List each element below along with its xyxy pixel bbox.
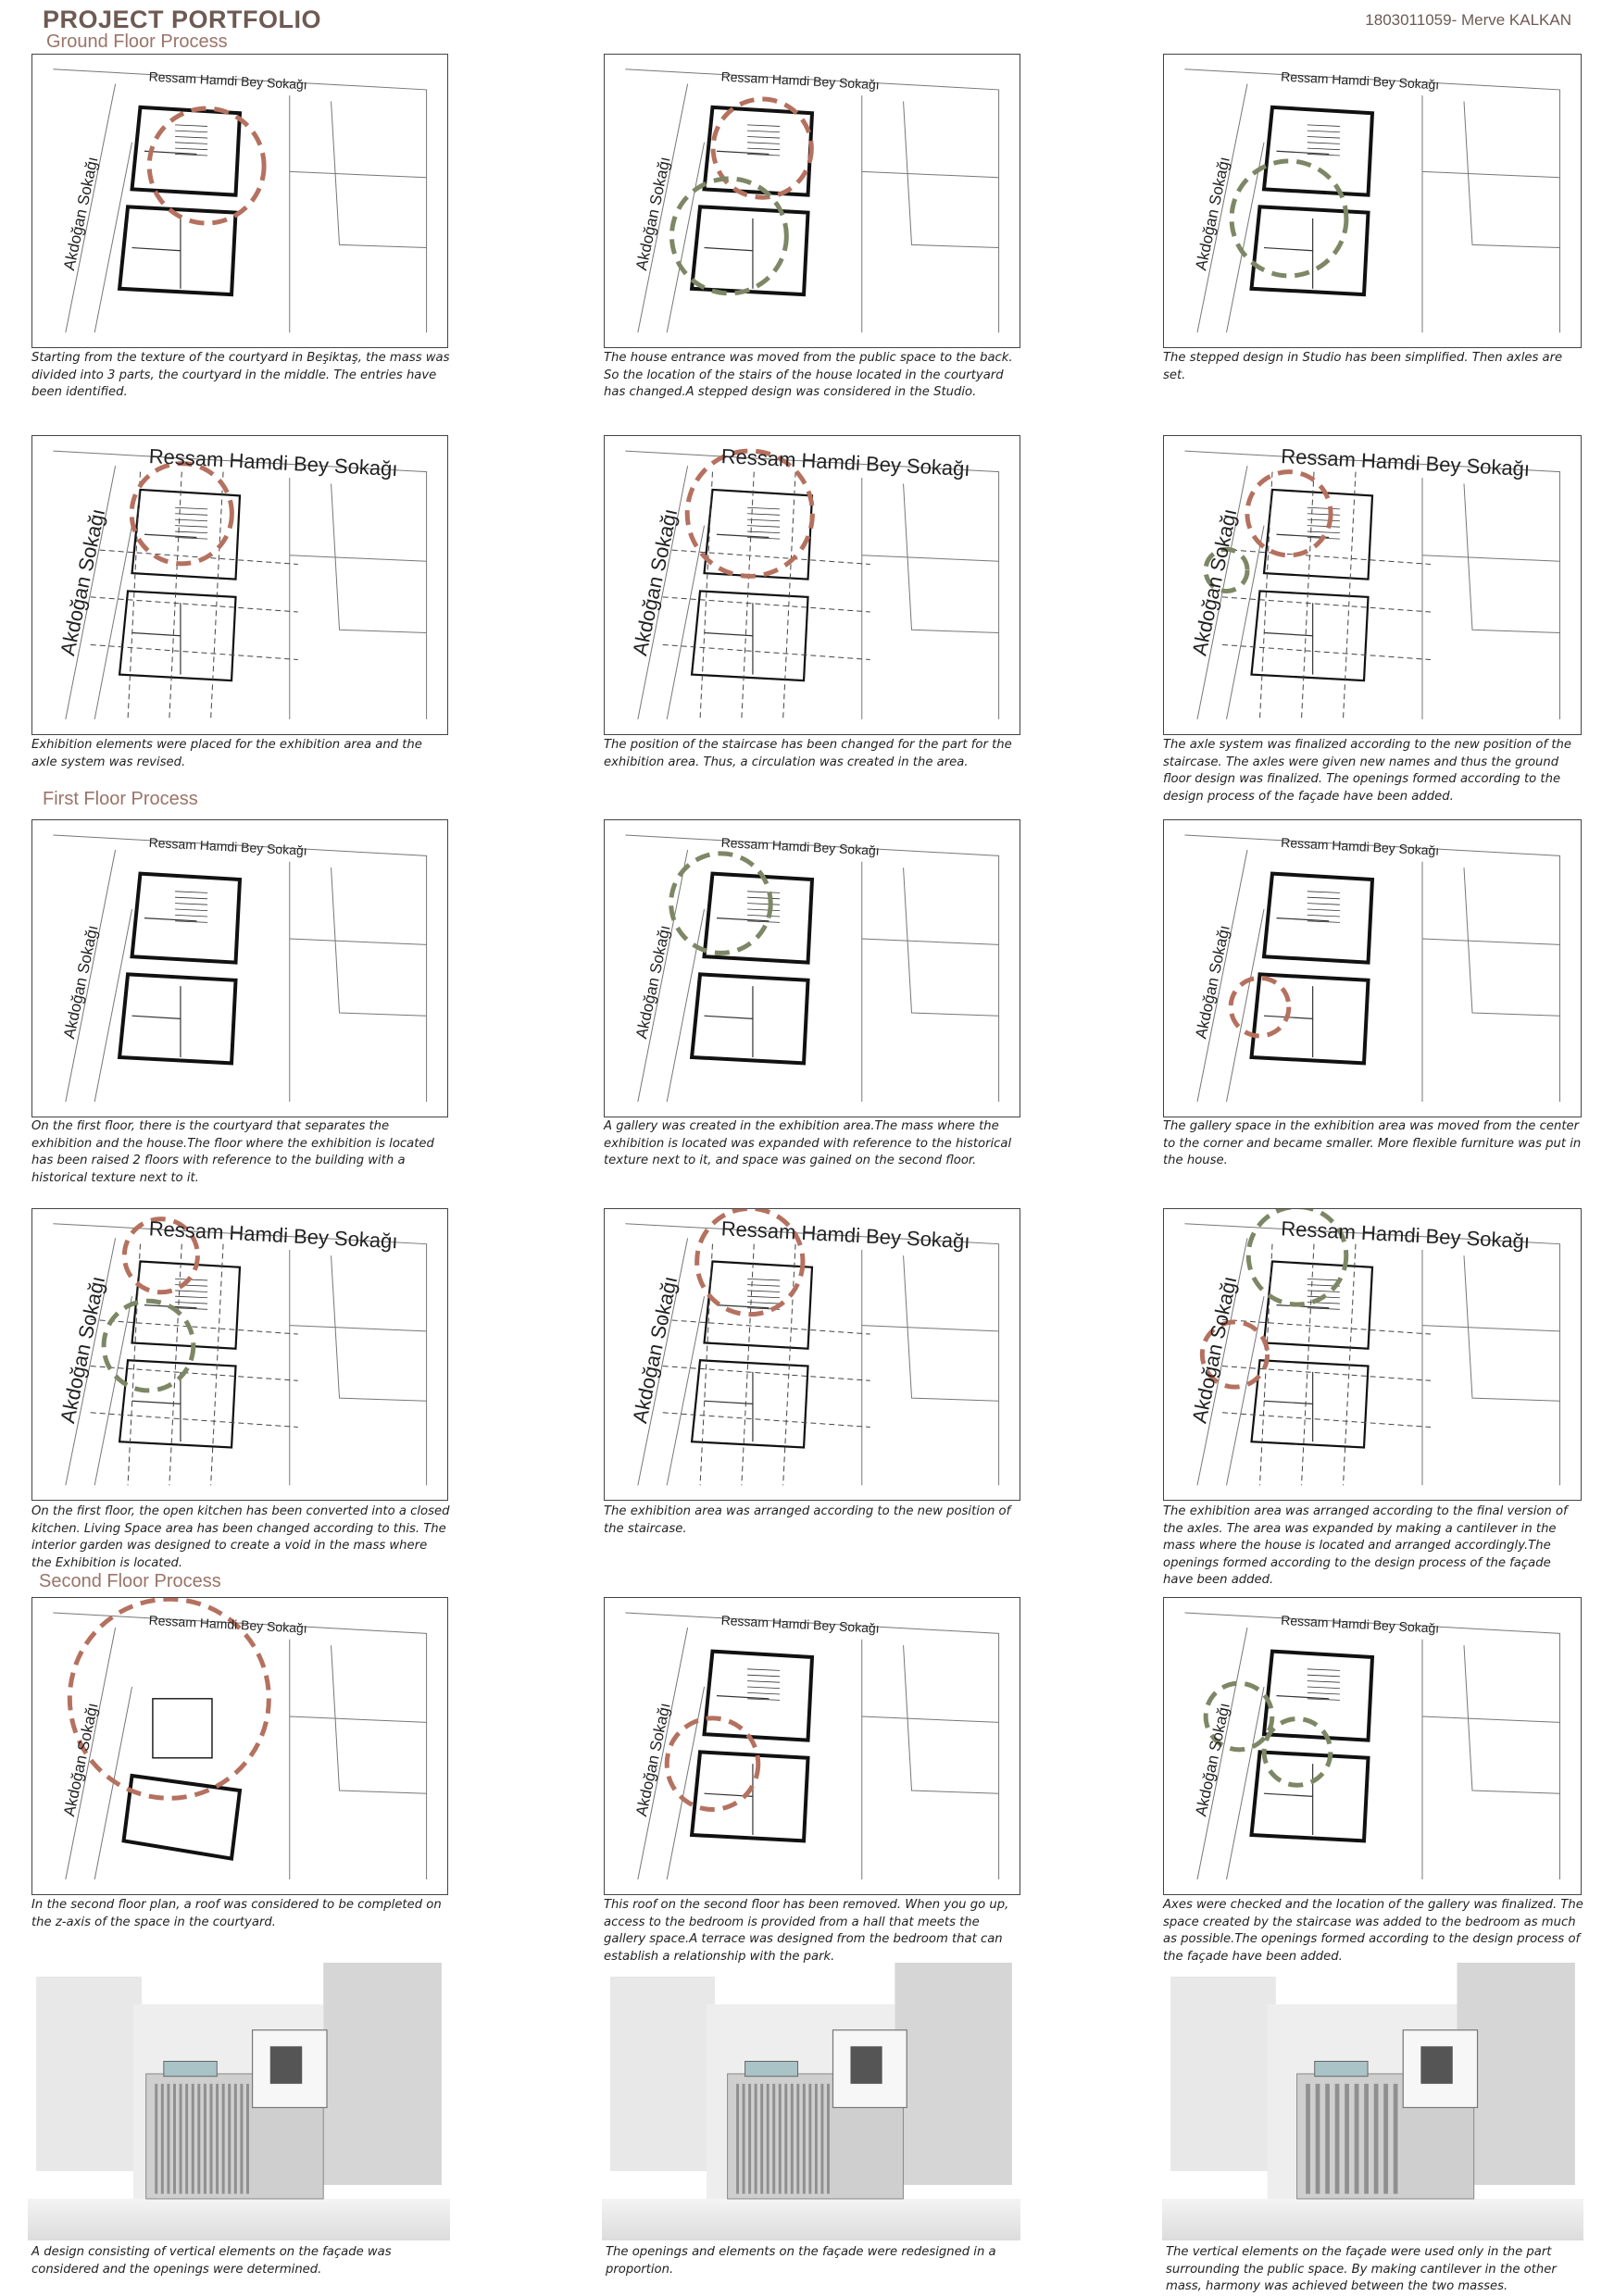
highlight-circle bbox=[1247, 472, 1331, 555]
plan-panel-14 bbox=[604, 1597, 1020, 1895]
street-label-top: Ressam Hamdi Bey Sokağı bbox=[1280, 444, 1531, 481]
street-label-side: Akdoğan Sokağı bbox=[628, 506, 682, 658]
section-first-floor: First Floor Process bbox=[43, 789, 198, 809]
street-label-side: Akdoğan Sokağı bbox=[60, 923, 102, 1041]
site-context-lines bbox=[1185, 835, 1560, 1102]
building-plan bbox=[1252, 1652, 1373, 1841]
plan-panel-9 bbox=[1163, 819, 1582, 1117]
street-label-top: Ressam Hamdi Bey Sokağı bbox=[720, 444, 971, 481]
street-label-top: Ressam Hamdi Bey Sokağı bbox=[720, 834, 881, 858]
plan-caption-14: This roof on the second floor has been removed. When you go up, access to the bedroom is provided from a hall that meets the gallery space.A terrace was designed from the bedroom that can establish a relationship with the park. bbox=[604, 1898, 1009, 1964]
site-context-lines bbox=[1185, 1613, 1560, 1879]
street-label-top: Ressam Hamdi Bey Sokağı bbox=[148, 444, 399, 481]
plan-panel-5 bbox=[604, 435, 1020, 735]
plan-panel-8 bbox=[604, 819, 1020, 1117]
street-label-top: Ressam Hamdi Bey Sokağı bbox=[720, 1612, 881, 1636]
plan-caption-10: On the first floor, the open kitchen has been converted into a closed kitchen. Living Space area has been changed according to this. The interior garden was designed to create a void in the mass where the Exhibition is located. bbox=[31, 1504, 450, 1570]
street-label-side: Akdoğan Sokağı bbox=[1192, 155, 1233, 272]
street-label-top: Ressam Hamdi Bey Sokağı bbox=[148, 69, 308, 93]
building-plan bbox=[119, 1262, 240, 1448]
plan-panel-10 bbox=[31, 1208, 448, 1501]
site-context-lines bbox=[53, 1224, 426, 1486]
plan-caption-6: The axle system was finalized according to the new position of the staircase. The axles were given new names and thus the ground floor design was finalized. The openings formed according to the design process of the façade have been added. bbox=[1163, 738, 1571, 804]
plan-caption-13: In the second floor plan, a roof was considered to be completed on the z-axis of the space in the courtyard. bbox=[31, 1898, 442, 1929]
author-id: 1803011059- Merve KALKAN bbox=[1365, 11, 1571, 29]
building-plan bbox=[692, 874, 812, 1064]
street-label-top: Ressam Hamdi Bey Sokağı bbox=[1280, 69, 1440, 93]
plan-caption-11: The exhibition area was arranged according to the new position of the staircase. bbox=[604, 1504, 1011, 1536]
street-label-side: Akdoğan Sokağı bbox=[632, 1701, 674, 1818]
street-label-side: Akdoğan Sokağı bbox=[628, 1274, 682, 1426]
street-label-top: Ressam Hamdi Bey Sokağı bbox=[720, 1217, 971, 1254]
facade-render-2 bbox=[602, 1963, 1020, 2240]
plan-panel-15 bbox=[1163, 1597, 1582, 1895]
site-context-lines bbox=[53, 451, 426, 719]
highlight-circle bbox=[149, 108, 264, 223]
building-plan bbox=[124, 1699, 240, 1859]
facade-render-3 bbox=[1162, 1963, 1583, 2240]
building-plan bbox=[692, 107, 812, 294]
render-caption-1: A design consisting of vertical elements on the façade was considered and the openings were determined. bbox=[31, 2245, 392, 2277]
section-second-floor: Second Floor Process bbox=[39, 1571, 221, 1591]
plan-caption-2: The house entrance was moved from the public space to the back. So the location of the stairs of the house located in the courtyard has changed.A stepped design was considered in the Studio. bbox=[604, 351, 1013, 399]
street-label-side: Akdoğan Sokağı bbox=[632, 155, 674, 272]
highlight-circle bbox=[671, 179, 786, 293]
render-caption-3: The vertical elements on the façade were used only in the part surrounding the public space. By making cantilever in the other mass, harmony was achieved between the two masses. bbox=[1166, 2245, 1557, 2293]
plan-caption-3: The stepped design in Studio has been simplified. Then axles are set. bbox=[1163, 351, 1563, 382]
street-label-top: Ressam Hamdi Bey Sokağı bbox=[148, 1612, 308, 1636]
building-plan bbox=[119, 107, 240, 294]
site-context-lines bbox=[53, 835, 426, 1102]
plan-panel-3 bbox=[1163, 54, 1582, 348]
street-label-side: Akdoğan Sokağı bbox=[60, 1701, 102, 1818]
plan-caption-12: The exhibition area was arranged according to the final version of the axles. The area was expanded by making a cantilever in the mass where the house is located and arranged accordingly.The openings formed according to the design process of the façade have been added. bbox=[1163, 1504, 1568, 1587]
building-plan bbox=[1252, 107, 1373, 294]
plan-panel-6 bbox=[1163, 435, 1582, 735]
plan-panel-2 bbox=[604, 54, 1020, 348]
highlight-circle bbox=[671, 854, 771, 954]
street-label-side: Akdoğan Sokağı bbox=[56, 1274, 110, 1426]
plan-panel-13 bbox=[31, 1597, 448, 1895]
building-plan bbox=[119, 874, 240, 1064]
site-context-lines bbox=[1185, 451, 1560, 719]
street-label-side: Akdoğan Sokağı bbox=[56, 506, 110, 658]
street-label-side: Akdoğan Sokağı bbox=[632, 923, 674, 1041]
plan-caption-4: Exhibition elements were placed for the exhibition area and the axle system was revised. bbox=[31, 738, 422, 769]
highlight-circle bbox=[667, 1718, 758, 1810]
plan-panel-7 bbox=[31, 819, 448, 1117]
site-context-lines bbox=[53, 69, 426, 332]
plan-caption-15: Axes were checked and the location of the gallery was finalized. The space created by the staircase was added to the bedroom as much as possible.The openings formed according to the design process of the façade have been added. bbox=[1163, 1898, 1583, 1964]
section-ground-floor: Ground Floor Process bbox=[46, 31, 228, 52]
plan-caption-5: The position of the staircase has been changed for the part for the exhibition area. Thus, a circulation was created in the area. bbox=[604, 738, 1012, 769]
site-context-lines bbox=[625, 1613, 998, 1879]
site-context-lines bbox=[1185, 1224, 1560, 1486]
street-label-side: Akdoğan Sokağı bbox=[1187, 1274, 1242, 1426]
street-label-side: Akdoğan Sokağı bbox=[1187, 506, 1242, 658]
street-label-side: Akdoğan Sokağı bbox=[1192, 923, 1233, 1041]
plan-panel-11 bbox=[604, 1208, 1020, 1501]
street-label-top: Ressam Hamdi Bey Sokağı bbox=[148, 834, 308, 858]
street-label-side: Akdoğan Sokağı bbox=[60, 155, 102, 272]
plan-panel-1 bbox=[31, 54, 448, 348]
site-context-lines bbox=[625, 451, 998, 719]
street-label-top: Ressam Hamdi Bey Sokağı bbox=[1280, 1217, 1531, 1254]
site-context-lines bbox=[53, 1613, 426, 1879]
plan-caption-9: The gallery space in the exhibition area was moved from the center to the corner and became smaller. More flexible furniture was put in the house. bbox=[1163, 1119, 1582, 1167]
street-label-side: Akdoğan Sokağı bbox=[1192, 1701, 1233, 1818]
render-caption-2: The openings and elements on the façade were redesigned in a proportion. bbox=[606, 2245, 996, 2277]
street-label-top: Ressam Hamdi Bey Sokağı bbox=[720, 69, 881, 93]
plan-caption-1: Starting from the texture of the courtyard in Beşiktaş, the mass was divided into 3 parts, the courtyard in the middle. The entries have been identified. bbox=[31, 351, 450, 399]
plan-caption-8: A gallery was created in the exhibition area.The mass where the exhibition is located was expanded with reference to the historical texture next to it, and space was gained on the second floor. bbox=[604, 1119, 1012, 1167]
building-plan bbox=[692, 1652, 812, 1841]
plan-caption-7: On the first floor, there is the courtyard that separates the exhibition and the house.The floor where the exhibition is located has been raised 2 floors with reference to the building with a historical texture next to it. bbox=[31, 1119, 434, 1185]
page-title: PROJECT PORTFOLIO bbox=[43, 6, 322, 33]
street-label-top: Ressam Hamdi Bey Sokağı bbox=[1280, 834, 1440, 858]
facade-render-1 bbox=[28, 1963, 450, 2240]
site-context-lines bbox=[1185, 69, 1560, 332]
plan-panel-4 bbox=[31, 435, 448, 735]
street-label-top: Ressam Hamdi Bey Sokağı bbox=[148, 1217, 399, 1254]
street-label-top: Ressam Hamdi Bey Sokağı bbox=[1280, 1612, 1440, 1636]
plan-panel-12 bbox=[1163, 1208, 1582, 1501]
site-context-lines bbox=[625, 1224, 998, 1486]
